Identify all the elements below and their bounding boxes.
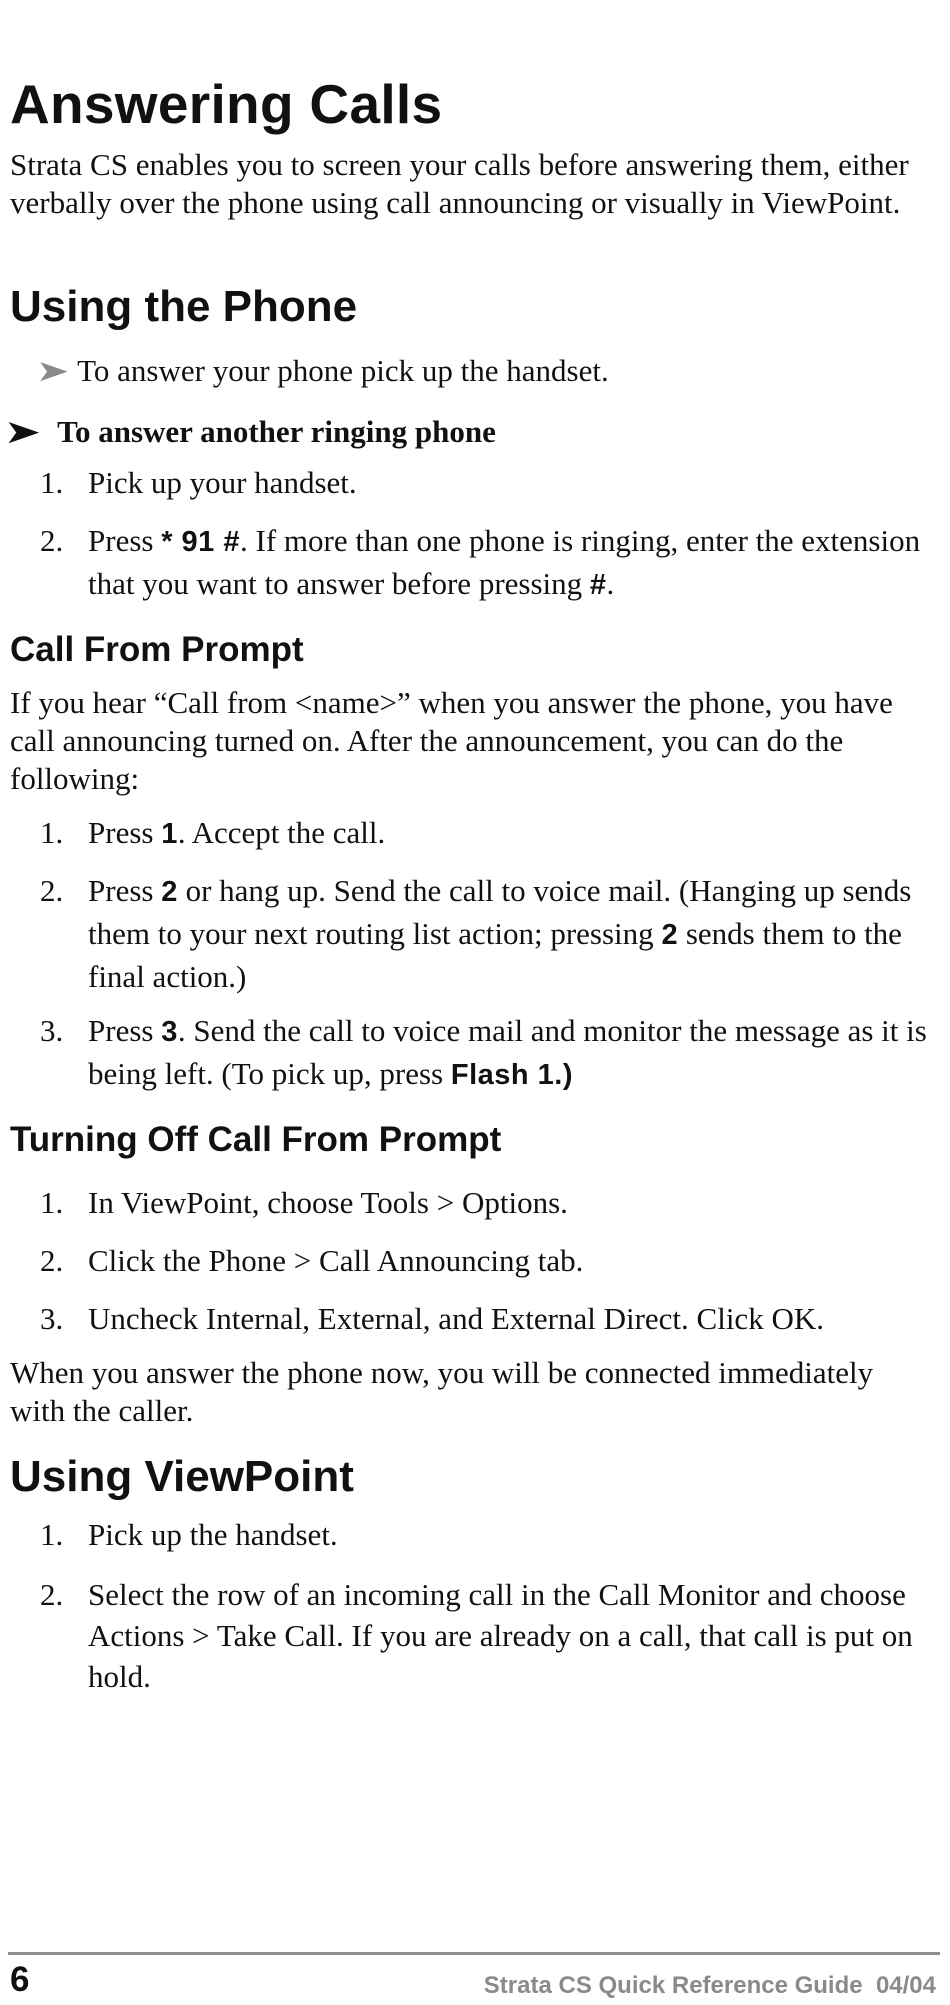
guide-title: Strata CS Quick Reference Guide bbox=[483, 1972, 863, 1999]
list-number: 1. bbox=[40, 1517, 64, 1552]
page-title: Answering Calls bbox=[10, 73, 443, 135]
list-text: Pick up your handset. bbox=[88, 465, 357, 500]
list-text: Click the Phone > Call Announcing tab. bbox=[88, 1243, 584, 1278]
list-item bbox=[10, 1182, 940, 1223]
list-item bbox=[10, 1574, 940, 1697]
heading-call-from-prompt: Call From Prompt bbox=[10, 630, 304, 669]
list-number: 1. bbox=[40, 465, 64, 500]
key-sequence: 1 bbox=[161, 818, 178, 850]
procedure-arrow-icon: ➤ bbox=[5, 416, 40, 449]
list-text: Press 3. Send the call to voice mail and monitor the message as it is being left. (To pick up, press Flash 1.) bbox=[88, 1013, 927, 1091]
prompt-intro: If you hear “Call from <name>” when you answer the phone, you have call announcing turned on. After the announcement, you can do the following: bbox=[10, 685, 893, 796]
list-text: Uncheck Internal, External, and External Direct. Click OK. bbox=[88, 1301, 824, 1336]
key-sequence: * 91 # bbox=[161, 526, 240, 558]
list-number: 2. bbox=[40, 523, 64, 558]
list-item bbox=[10, 1240, 940, 1281]
list-number: 3. bbox=[40, 1013, 64, 1048]
list-text: Press 1. Accept the call. bbox=[88, 815, 386, 850]
key-sequence: 2 bbox=[661, 919, 679, 951]
page-number: 6 bbox=[10, 1960, 30, 1999]
guide-date: 04/04 bbox=[875, 1972, 936, 1999]
heading-turning-off-call-from-prompt: Turning Off Call From Prompt bbox=[10, 1120, 502, 1159]
heading-using-the-phone: Using the Phone bbox=[10, 282, 358, 331]
list-item bbox=[10, 812, 940, 855]
list-item bbox=[10, 1514, 940, 1555]
list-text: Press * 91 #. If more than one phone is ringing, enter the extension that you want to answer before pressing #. bbox=[88, 523, 921, 601]
list-number: 1. bbox=[40, 1185, 64, 1220]
procedure-title-text: To answer another ringing phone bbox=[57, 414, 496, 449]
intro-paragraph: Strata CS enables you to screen your calls before answering them, either verbally over the phone using call announcing or visually in ViewPoint. bbox=[10, 147, 909, 220]
key-sequence: 3 bbox=[161, 1016, 178, 1048]
list-text: Press 2 or hang up. Send the call to voice mail. (Hanging up sends them to your next routing list action; pressing 2 sends them to the final action.) bbox=[88, 873, 912, 994]
footer-guide-title bbox=[484, 1972, 936, 2000]
list-item bbox=[10, 462, 940, 503]
procedure-title bbox=[5, 413, 496, 452]
answer-bullet-text: To answer your phone pick up the handset. bbox=[77, 353, 609, 388]
key-sequence: Flash 1.) bbox=[450, 1059, 574, 1091]
arrow-bullet-icon: ➤ bbox=[35, 355, 70, 388]
turnoff-result-paragraph: When you answer the phone now, you will be connected immediately with the caller. bbox=[10, 1355, 874, 1428]
list-number: 2. bbox=[40, 1243, 64, 1278]
answer-bullet bbox=[35, 352, 609, 391]
list-item bbox=[10, 520, 940, 606]
key-sequence: 2 bbox=[161, 876, 178, 908]
list-number: 1. bbox=[40, 815, 64, 850]
list-item bbox=[10, 1010, 940, 1096]
list-item bbox=[10, 870, 940, 997]
list-item bbox=[10, 1298, 940, 1339]
heading-using-viewpoint: Using ViewPoint bbox=[10, 1452, 354, 1501]
list-text: Select the row of an incoming call in the Call Monitor and choose Actions > Take Call. If you are already on a call, that call is put on hold. bbox=[88, 1577, 913, 1694]
list-text: Pick up the handset. bbox=[88, 1517, 338, 1552]
list-text: In ViewPoint, choose Tools > Options. bbox=[88, 1185, 568, 1220]
list-number: 3. bbox=[40, 1301, 64, 1336]
list-number: 2. bbox=[40, 873, 64, 908]
list-number: 2. bbox=[40, 1577, 64, 1612]
key-sequence: # bbox=[589, 569, 607, 601]
footer-divider bbox=[8, 1952, 940, 1955]
